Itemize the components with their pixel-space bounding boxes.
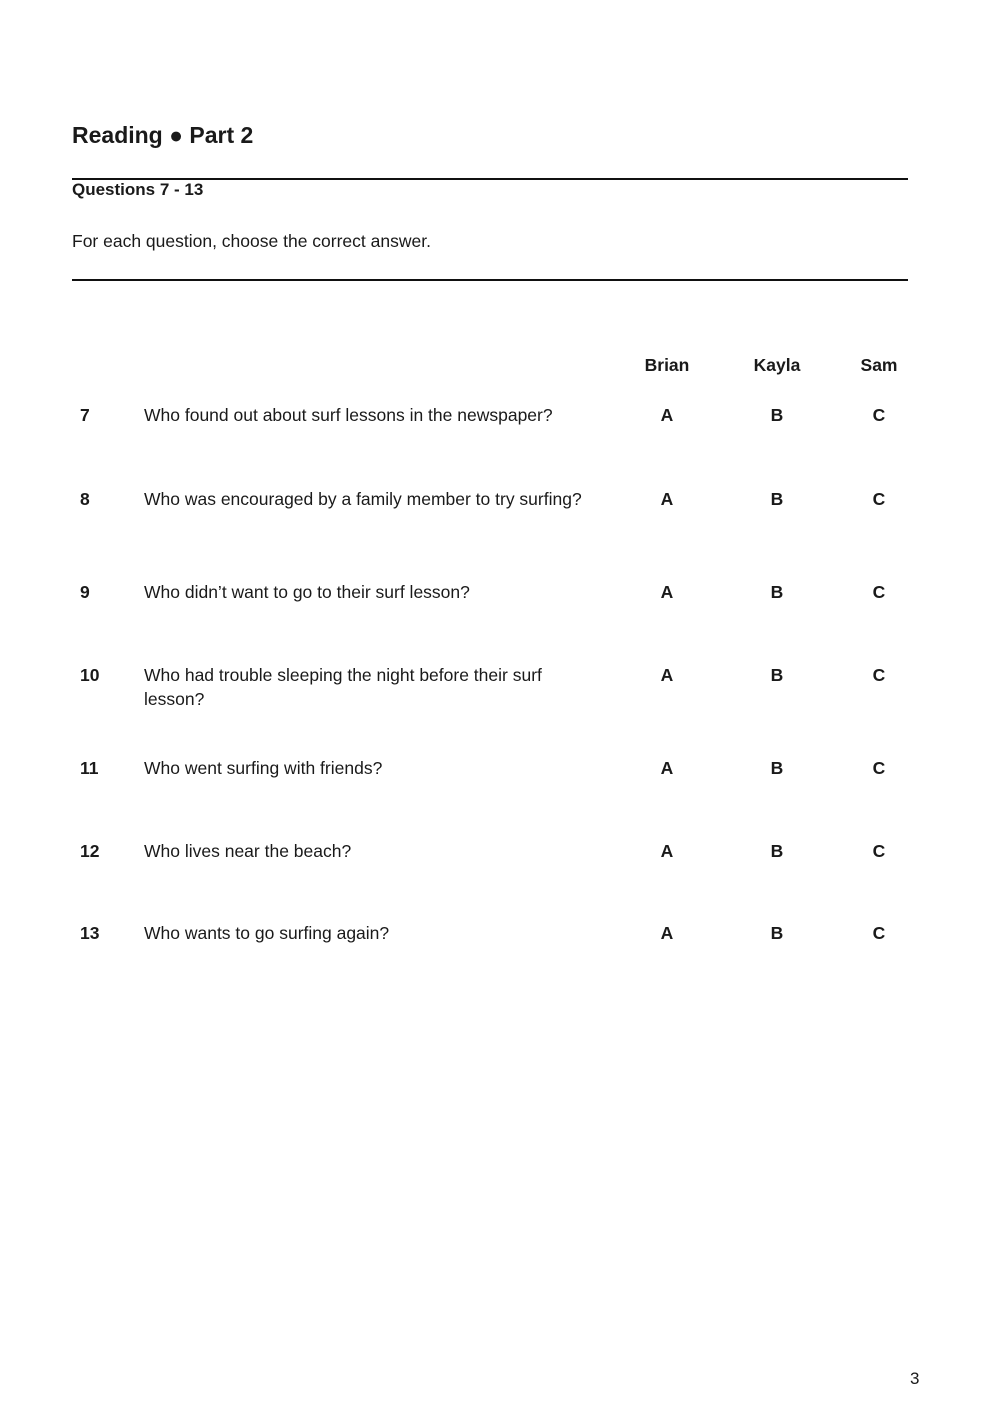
- option-c[interactable]: C: [872, 582, 886, 602]
- option-b[interactable]: B: [770, 665, 784, 685]
- option-c[interactable]: C: [872, 665, 886, 685]
- option-a[interactable]: A: [660, 489, 674, 509]
- option-a[interactable]: A: [660, 582, 674, 602]
- question-number: 8: [80, 489, 90, 509]
- question-text: Who had trouble sleeping the night before their surf lesson?: [144, 665, 542, 709]
- question-text: Who lives near the beach?: [144, 841, 352, 861]
- page-number: 3: [910, 1369, 920, 1388]
- option-b[interactable]: B: [770, 489, 784, 509]
- question-range-label: Questions 7 - 13: [72, 180, 204, 199]
- option-c[interactable]: C: [872, 489, 886, 509]
- question-number: 10: [80, 665, 100, 685]
- option-b[interactable]: B: [770, 923, 784, 943]
- option-c[interactable]: C: [872, 923, 886, 943]
- question-number: 7: [80, 405, 90, 425]
- question-number: 13: [80, 923, 100, 943]
- question-number: 12: [80, 841, 100, 861]
- column-header-brian: Brian: [644, 355, 690, 375]
- option-a[interactable]: A: [660, 758, 674, 778]
- option-b[interactable]: B: [770, 758, 784, 778]
- question-number: 11: [80, 758, 99, 778]
- option-c[interactable]: C: [872, 405, 886, 425]
- option-b[interactable]: B: [770, 405, 784, 425]
- option-c[interactable]: C: [872, 841, 886, 861]
- option-a[interactable]: A: [660, 405, 674, 425]
- option-b[interactable]: B: [770, 582, 784, 602]
- bottom-divider: [72, 279, 908, 281]
- option-b[interactable]: B: [770, 841, 784, 861]
- option-a[interactable]: A: [660, 923, 674, 943]
- option-a[interactable]: A: [660, 841, 674, 861]
- question-text: Who was encouraged by a family member to try surfing?: [144, 489, 582, 509]
- question-text: Who found out about surf lessons in the newspaper?: [144, 405, 553, 425]
- page-title: Reading ● Part 2: [72, 122, 254, 148]
- option-c[interactable]: C: [872, 758, 886, 778]
- column-header-sam: Sam: [860, 355, 898, 375]
- question-text: Who didn’t want to go to their surf lesson?: [144, 582, 470, 602]
- option-a[interactable]: A: [660, 665, 674, 685]
- question-text: Who wants to go surfing again?: [144, 923, 390, 943]
- instruction-text: For each question, choose the correct answer.: [72, 231, 431, 251]
- question-number: 9: [80, 582, 90, 602]
- question-text: Who went surfing with friends?: [144, 758, 383, 778]
- column-header-kayla: Kayla: [753, 355, 801, 375]
